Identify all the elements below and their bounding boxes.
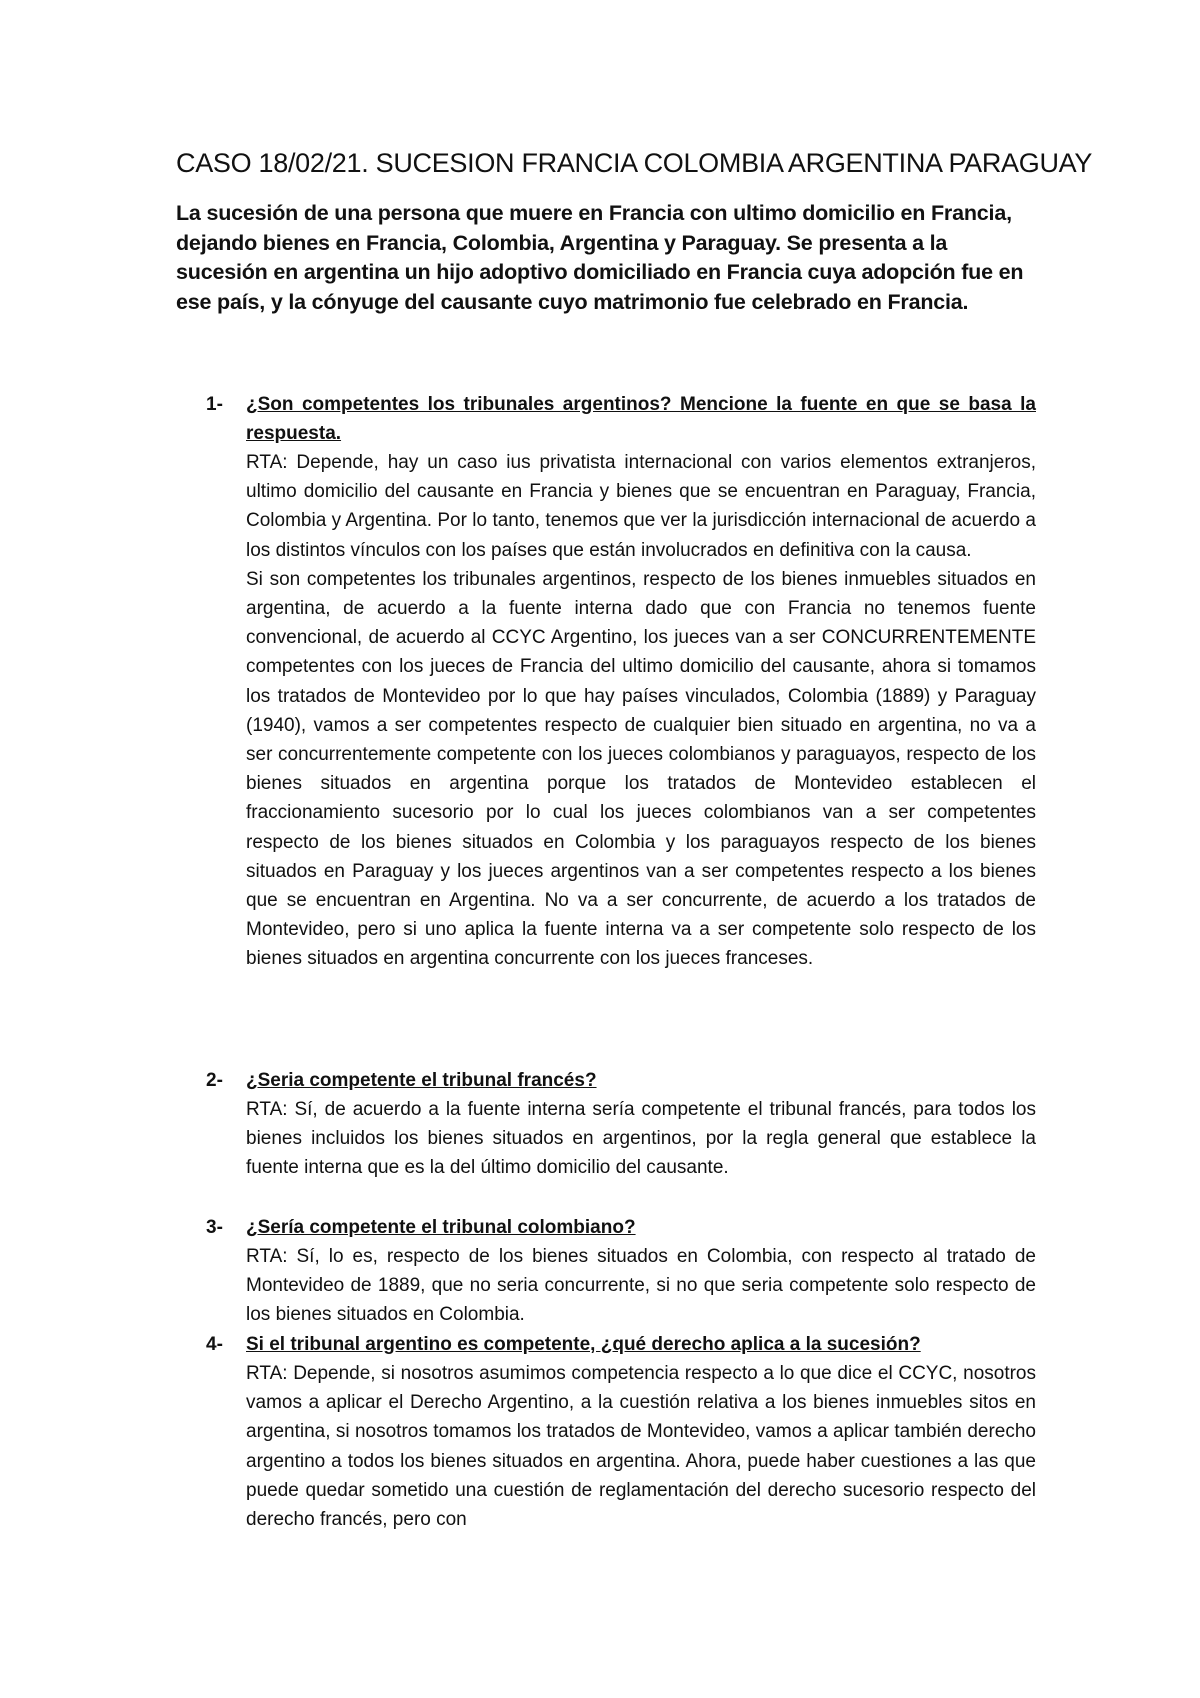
question-text: ¿Seria competente el tribunal francés? (246, 1070, 597, 1091)
question-number: 4- (206, 1334, 223, 1355)
question-number: 2- (206, 1070, 223, 1091)
question-text: ¿Son competentes los tribunales argentinos? Mencione la fuente en que se basa la respuesta. (246, 394, 1036, 444)
question-body (246, 1330, 1036, 1534)
question-text: ¿Sería competente el tribunal colombiano? (246, 1217, 636, 1238)
question-body (246, 1213, 1036, 1330)
answer-paragraph: RTA: Sí, de acuerdo a la fuente interna sería competente el tribunal francés, para todos los bienes incluidos los bienes situados en argentinos, por la regla general que establece la fuente interna que es la del último domicilio del causante. (246, 1099, 1036, 1179)
question-number: 3- (206, 1217, 223, 1238)
answer-paragraph: RTA: Depende, si nosotros asumimos competencia respecto a lo que dice el CCYC, nosotros vamos a aplicar el Derecho Argentino, a la cuestión relativa a los bienes inmuebles sitos en argentina, si nosotros tomamos los tratados de Montevideo, vamos a aplicar también derecho argentino a todos los bienes situados en argentina. Ahora, puede haber cuestiones a las que puede quedar sometido una cuestión de reglamentación del derecho sucesorio respecto del derecho francés, pero con (246, 1363, 1036, 1531)
case-statement: La sucesión de una persona que muere en Francia con ultimo domicilio en Francia, dejando bienes en Francia, Colombia, Argentina y Paraguay. Se presenta a la sucesión en argentina un hijo adoptivo domiciliado en Francia cuya adopción fue en ese país, y la cónyuge del causante cuyo matrimonio fue celebrado en Francia. (176, 201, 1024, 314)
answer-paragraph: RTA: Sí, lo es, respecto de los bienes situados en Colombia, con respecto al tratado de Montevideo de 1889, que no seria concurrente, si no que seria competente solo respecto de los bienes situados en Colombia. (246, 1246, 1036, 1326)
question-body (246, 1066, 1036, 1183)
question-text: Si el tribunal argentino es competente, ¿qué derecho aplica a la sucesión? (246, 1334, 921, 1355)
answer-paragraph: RTA: Depende, hay un caso ius privatista internacional con varios elementos extranjeros, ultimo domicilio del causante en Francia y bienes que se encuentran en Paraguay, Francia, Colombia y Argentina. Por lo tanto, tenemos que ver la jurisdicción internacional de acuerdo a los distintos vínculos con los países que están involucrados en definitiva con la causa. (246, 452, 1036, 561)
question-body (246, 390, 1036, 974)
document-title: CASO 18/02/21. SUCESION FRANCIA COLOMBIA ARGENTINA PARAGUAY (176, 148, 1093, 178)
answer-paragraph: Si son competentes los tribunales argentinos, respecto de los bienes inmuebles situados en argentina, de acuerdo a la fuente interna dado que con Francia no tenemos fuente convencional, de acuerdo al CCYC Argentino, los jueces van a ser CONCURRENTEMENTE competentes con los jueces de Francia del ultimo domicilio del causante, ahora si tomamos los tratados de Montevideo por lo que hay países vinculados, Colombia (1889) y Paraguay (1940), vamos a ser competentes respecto de cualquier bien situado en argentina, no va a ser concurrentemente competente con los jueces colombianos y paraguayos, respecto de los bienes situados en argentina porque los tratados de Montevideo establecen el fraccionamiento sucesorio por lo cual los jueces colombianos van a ser competentes respecto de los bienes situados en Colombia y los paraguayos respecto de los bienes situados en Paraguay y los jueces argentinos van a ser competentes respecto a los bienes que se encuentran en Argentina. No va a ser concurrente, de acuerdo a los tratados de Montevideo, pero si uno aplica la fuente interna va a ser competente solo respecto de los bienes situados en argentina concurrente con los jueces franceses. (246, 568, 1036, 970)
question-number: 1- (206, 394, 223, 415)
